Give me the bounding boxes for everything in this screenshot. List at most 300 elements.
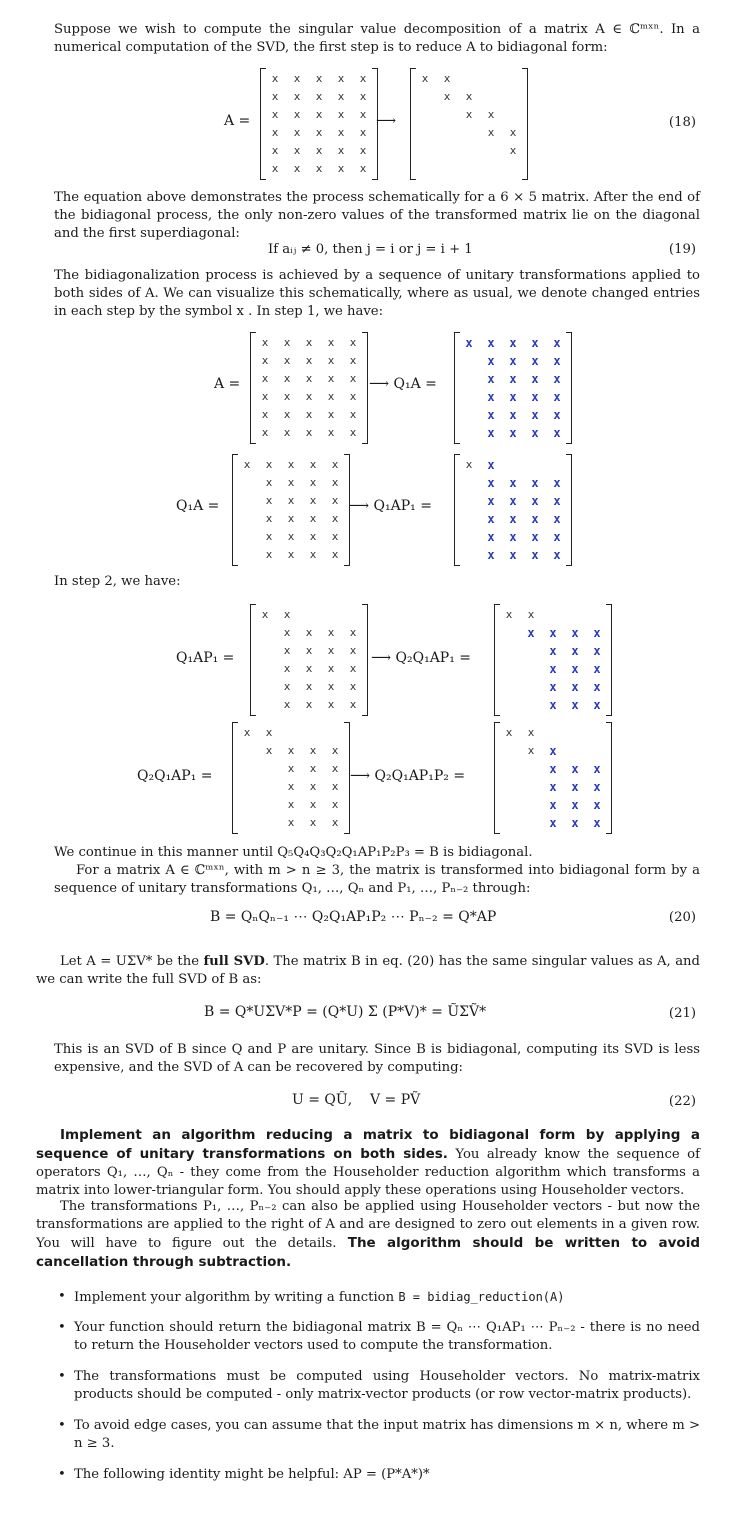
eq20-number: (20) <box>668 910 696 925</box>
matrix-entry: x <box>327 390 335 403</box>
matrix-entry: x <box>509 354 517 368</box>
matrix-entry: x <box>265 726 273 739</box>
matrix-entry: x <box>283 626 291 639</box>
matrix-entry: x <box>287 762 295 775</box>
matrix-entry: x <box>527 626 535 640</box>
matrix-entry: x <box>505 608 513 621</box>
bracket-corner <box>344 565 349 566</box>
eq21-number: (21) <box>668 1006 696 1021</box>
matrix-entry: x <box>337 72 345 85</box>
matrix-entry: x <box>531 476 539 490</box>
matrix-entry: x <box>549 762 557 776</box>
matrix-entry: x <box>531 426 539 440</box>
matrix-entry: x <box>287 816 295 829</box>
matrix-entry: x <box>331 494 339 507</box>
matrix-entry: x <box>337 144 345 157</box>
matrix-entry: x <box>331 476 339 489</box>
matrix-entry: x <box>553 476 561 490</box>
matrix-entry: x <box>509 126 517 139</box>
matrix-entry: x <box>265 530 273 543</box>
matrix-entry: x <box>349 426 357 439</box>
matrix-entry: x <box>487 390 495 404</box>
matrix-entry: x <box>509 372 517 386</box>
step1-rhs1: ⟶ Q₁A = <box>369 376 437 392</box>
matrix-entry: x <box>309 494 317 507</box>
matrix-entry: x <box>465 458 473 471</box>
full-svd-lead: Let A = UΣV* be the <box>60 954 200 969</box>
matrix-entry: x <box>309 780 317 793</box>
matrix-step2-q2q1ap1-left <box>232 722 350 834</box>
matrix-entry: x <box>509 476 517 490</box>
matrix-entry: x <box>349 372 357 385</box>
matrix-entry: x <box>287 494 295 507</box>
matrix-entry: x <box>327 426 335 439</box>
eq22-number: (22) <box>668 1094 696 1109</box>
matrix-entry: x <box>287 744 295 757</box>
matrix-entry: x <box>593 762 601 776</box>
matrix-entry: x <box>261 336 269 349</box>
bullet-icon: • <box>58 1467 66 1482</box>
matrix-entry: x <box>549 644 557 658</box>
matrix-entry: x <box>509 530 517 544</box>
matrix-entry: x <box>293 108 301 121</box>
bullet-icon: • <box>58 1418 66 1433</box>
bracket-corner <box>372 179 377 180</box>
matrix-entry: x <box>283 354 291 367</box>
bracket-corner <box>455 443 460 444</box>
step2-rhs2: ⟶ Q₂Q₁AP₁P₂ = <box>350 768 466 784</box>
matrix-entry: x <box>571 644 579 658</box>
matrix-entry: x <box>359 126 367 139</box>
requirement-text: Your function should return the bidiagonal matrix B = Qₙ ⋯ Q₁AP₁ ⋯ Pₙ₋₂ - there is no need to return the Householder vectors used to compute the transformation. <box>74 1320 700 1353</box>
matrix-entry: x <box>287 798 295 811</box>
matrix-entry: x <box>261 390 269 403</box>
matrix-entry: x <box>283 662 291 675</box>
matrix-entry: x <box>349 408 357 421</box>
matrix-entry: x <box>531 354 539 368</box>
bracket-corner <box>233 565 238 566</box>
bracket-corner <box>495 715 500 716</box>
matrix-entry: x <box>283 408 291 421</box>
matrix-entry: x <box>327 698 335 711</box>
matrix-entry: x <box>509 336 517 350</box>
requirement-item <box>58 1288 700 1307</box>
matrix-entry: x <box>531 408 539 422</box>
matrix-entry: x <box>309 744 317 757</box>
requirement-text: The transformations must be computed using Householder vectors. No matrix-matrix products should be computed - only matrix-vector products (or row vector-matrix products). <box>74 1369 700 1402</box>
continue-paragraph: We continue in this manner until Q₅Q₄Q₃Q₂Q₁AP₁P₂P₃ = B is bidiagonal. <box>54 845 533 860</box>
matrix-bidiagonal <box>410 68 528 180</box>
matrix-entry: x <box>261 608 269 621</box>
matrix-entry: x <box>287 458 295 471</box>
matrix-entry: x <box>305 336 313 349</box>
matrix-entry: x <box>593 626 601 640</box>
matrix-entry: x <box>315 90 323 103</box>
matrix-entry: x <box>593 798 601 812</box>
matrix-entry: x <box>571 762 579 776</box>
matrix-entry: x <box>487 512 495 526</box>
matrix-entry: x <box>527 744 535 757</box>
matrix-entry: x <box>271 144 279 157</box>
function-signature: B = bidiag_reduction(A) <box>398 1290 565 1304</box>
matrix-entry: x <box>265 548 273 561</box>
bracket-corner <box>495 833 500 834</box>
matrix-entry: x <box>331 530 339 543</box>
matrix-entry: x <box>531 336 539 350</box>
bullet-icon: • <box>58 1369 66 1384</box>
matrix-entry: x <box>505 726 513 739</box>
matrix-entry: x <box>331 816 339 829</box>
bracket-corner <box>251 715 256 716</box>
eq22-text: U = QŨ, V = PṼ <box>292 1092 421 1108</box>
matrix-entry: x <box>293 72 301 85</box>
matrix-entry: x <box>349 626 357 639</box>
matrix-entry: x <box>553 372 561 386</box>
matrix-entry: x <box>531 548 539 562</box>
matrix-entry: x <box>509 512 517 526</box>
matrix-full-6x5 <box>260 68 378 180</box>
matrix-entry: x <box>443 90 451 103</box>
step2-intro: In step 2, we have: <box>54 574 181 589</box>
matrix-entry: x <box>349 698 357 711</box>
matrix-entry: x <box>305 644 313 657</box>
matrix-step1-a <box>250 332 368 444</box>
step1-lhs2: Q₁A = <box>176 498 220 514</box>
matrix-entry: x <box>327 336 335 349</box>
matrix-entry: x <box>327 408 335 421</box>
matrix-entry: x <box>487 408 495 422</box>
matrix-entry: x <box>549 780 557 794</box>
matrix-entry: x <box>283 608 291 621</box>
matrix-entry: x <box>593 680 601 694</box>
matrix-entry: x <box>359 162 367 175</box>
matrix-entry: x <box>553 426 561 440</box>
matrix-entry: x <box>553 548 561 562</box>
matrix-entry: x <box>527 726 535 739</box>
eq19-text: If aᵢⱼ ≠ 0, then j = i or j = i + 1 <box>268 242 473 257</box>
matrix-entry: x <box>553 512 561 526</box>
matrix-entry: x <box>487 548 495 562</box>
matrix-entry: x <box>331 780 339 793</box>
matrix-entry: x <box>487 426 495 440</box>
matrix-entry: x <box>487 372 495 386</box>
bracket-corner <box>344 722 349 723</box>
bracket-corner <box>606 833 611 834</box>
matrix-entry: x <box>293 144 301 157</box>
matrix-entry: x <box>549 662 557 676</box>
eq18-lhs: A = <box>224 113 251 129</box>
matrix-entry: x <box>331 744 339 757</box>
bracket-corner <box>606 722 611 723</box>
task-statement: Implement an algorithm reducing a matrix to bidiagonal form by applying a sequence of unitary transformations on both sides. <box>36 1127 700 1162</box>
svd-paragraph: This is an SVD of B since Q and P are unitary. Since B is bidiagonal, computing its SVD is less expensive, and the SVD of A can be recovered by computing: <box>54 1042 700 1075</box>
matrix-entry: x <box>571 798 579 812</box>
matrix-entry: x <box>327 354 335 367</box>
bracket-corner <box>566 454 571 455</box>
matrix-entry: x <box>261 354 269 367</box>
matrix-entry: x <box>309 476 317 489</box>
matrix-entry: x <box>349 680 357 693</box>
matrix-step1-q1a <box>454 332 572 444</box>
matrix-entry: x <box>293 162 301 175</box>
matrix-entry: x <box>593 780 601 794</box>
matrix-entry: x <box>261 426 269 439</box>
matrix-entry: x <box>243 458 251 471</box>
task-detail: You already know the sequence of operators Q₁, …, Qₙ - they come from the Householder reduction algorithm which transforms a matrix into lower-triangular form. You should apply these operations using Householder vectors. <box>36 1147 700 1198</box>
matrix-entry: x <box>593 662 601 676</box>
matrix-entry: x <box>549 626 557 640</box>
matrix-entry: x <box>271 126 279 139</box>
matrix-entry: x <box>553 494 561 508</box>
matrix-entry: x <box>531 512 539 526</box>
matrix-entry: x <box>283 698 291 711</box>
bracket-corner <box>606 604 611 605</box>
matrix-entry: x <box>553 336 561 350</box>
bracket-corner <box>261 179 266 180</box>
matrix-entry: x <box>571 816 579 830</box>
requirement-item <box>58 1368 700 1404</box>
matrix-entry: x <box>509 494 517 508</box>
unitary-paragraph: The bidiagonalization process is achieved by a sequence of unitary transformations applied to both sides of A. We can visualize this schematically, where as usual, we denote changed entries in each step by the symbol x . In step 1, we have: <box>54 268 700 319</box>
matrix-entry: x <box>349 336 357 349</box>
step2-lhs2: Q₂Q₁AP₁ = <box>137 768 213 784</box>
matrix-entry: x <box>487 108 495 121</box>
requirement-item <box>58 1319 700 1355</box>
arrow-icon: ⟶ <box>376 113 397 129</box>
matrix-entry: x <box>337 126 345 139</box>
matrix-entry: x <box>331 458 339 471</box>
matrix-entry: x <box>465 90 473 103</box>
matrix-entry: x <box>309 548 317 561</box>
matrix-entry: x <box>465 108 473 121</box>
bracket-corner <box>233 833 238 834</box>
matrix-entry: x <box>359 108 367 121</box>
requirement-item <box>58 1417 700 1453</box>
matrix-entry: x <box>315 126 323 139</box>
matrix-entry: x <box>531 390 539 404</box>
matrix-entry: x <box>593 644 601 658</box>
matrix-entry: x <box>359 72 367 85</box>
matrix-entry: x <box>315 108 323 121</box>
matrix-entry: x <box>283 372 291 385</box>
matrix-entry: x <box>509 426 517 440</box>
matrix-entry: x <box>549 744 557 758</box>
matrix-entry: x <box>305 698 313 711</box>
matrix-entry: x <box>309 530 317 543</box>
cancellation-note: The algorithm should be written to avoid cancellation through subtraction. <box>36 1235 700 1270</box>
matrix-entry: x <box>337 108 345 121</box>
matrix-entry: x <box>305 662 313 675</box>
matrix-entry: x <box>553 354 561 368</box>
matrix-entry: x <box>305 408 313 421</box>
matrix-entry: x <box>287 512 295 525</box>
step1-lhs1: A = <box>214 376 241 392</box>
matrix-entry: x <box>327 662 335 675</box>
bracket-corner <box>606 715 611 716</box>
bullet-icon: • <box>58 1320 66 1335</box>
eq21-text: B = Q*UΣV*P = (Q*U) Σ (P*V)* = ŨΣṼ* <box>204 1004 487 1020</box>
matrix-entry: x <box>487 476 495 490</box>
intro-paragraph: Suppose we wish to compute the singular value decomposition of a matrix A ∈ ℂᵐˣⁿ. In a numerical computation of the SVD, the first step is to reduce A to bidiagonal form: <box>54 22 700 55</box>
matrix-entry: x <box>305 372 313 385</box>
matrix-entry: x <box>271 108 279 121</box>
full-svd-paragraph <box>36 953 700 989</box>
matrix-step1-q1a-left <box>232 454 350 566</box>
matrix-step2-q2q1ap1p2 <box>494 722 612 834</box>
transform-detail: The transformations P₁, …, Pₙ₋₂ can also be applied using Householder vectors - but now the transformations are applied to the right of A and are designed to zero out elements in a given row. You will have to figure out the details. <box>36 1199 700 1251</box>
matrix-entry: x <box>327 626 335 639</box>
matrix-step2-q1ap1 <box>250 604 368 716</box>
matrix-entry: x <box>283 426 291 439</box>
bracket-corner <box>344 833 349 834</box>
matrix-entry: x <box>331 798 339 811</box>
requirement-text: Implement your algorithm by writing a function <box>74 1290 399 1305</box>
bracket-corner <box>455 565 460 566</box>
matrix-entry: x <box>509 390 517 404</box>
sequence-paragraph: For a matrix A ∈ ℂᵐˣⁿ, with m > n ≥ 3, the matrix is transformed into bidiagonal form by a sequence of unitary transformations Q₁, …, Qₙ and P₁, …, Pₙ₋₂ through: <box>54 863 700 896</box>
matrix-entry: x <box>327 372 335 385</box>
eq18-number: (18) <box>668 115 696 130</box>
matrix-entry: x <box>265 512 273 525</box>
matrix-entry: x <box>287 476 295 489</box>
matrix-entry: x <box>571 780 579 794</box>
matrix-entry: x <box>349 662 357 675</box>
matrix-entry: x <box>287 530 295 543</box>
matrix-entry: x <box>549 798 557 812</box>
matrix-entry: x <box>531 372 539 386</box>
matrix-entry: x <box>315 144 323 157</box>
matrix-entry: x <box>293 90 301 103</box>
matrix-entry: x <box>487 354 495 368</box>
matrix-entry: x <box>243 726 251 739</box>
task-paragraph <box>36 1126 700 1200</box>
matrix-entry: x <box>287 780 295 793</box>
matrix-entry: x <box>283 336 291 349</box>
matrix-entry: x <box>271 90 279 103</box>
matrix-entry: x <box>309 458 317 471</box>
matrix-entry: x <box>305 680 313 693</box>
matrix-entry: x <box>593 816 601 830</box>
matrix-entry: x <box>509 144 517 157</box>
bracket-corner <box>522 179 527 180</box>
full-svd-term: full SVD <box>203 954 265 969</box>
matrix-entry: x <box>327 644 335 657</box>
matrix-entry: x <box>305 626 313 639</box>
matrix-entry: x <box>593 698 601 712</box>
matrix-entry: x <box>487 336 495 350</box>
matrix-entry: x <box>261 372 269 385</box>
matrix-entry: x <box>487 126 495 139</box>
matrix-entry: x <box>309 816 317 829</box>
matrix-entry: x <box>265 476 273 489</box>
matrix-entry: x <box>261 408 269 421</box>
matrix-entry: x <box>309 762 317 775</box>
matrix-entry: x <box>349 644 357 657</box>
matrix-entry: x <box>553 408 561 422</box>
matrix-entry: x <box>331 548 339 561</box>
matrix-entry: x <box>553 530 561 544</box>
matrix-entry: x <box>487 458 495 472</box>
bracket-corner <box>251 443 256 444</box>
matrix-entry: x <box>549 698 557 712</box>
matrix-entry: x <box>549 680 557 694</box>
matrix-entry: x <box>487 530 495 544</box>
bracket-corner <box>522 68 527 69</box>
step1-rhs2: ⟶ Q₁AP₁ = <box>349 498 432 514</box>
eq20-text: B = QₙQₙ₋₁ ⋯ Q₂Q₁AP₁P₂ ⋯ Pₙ₋₂ = Q*AP <box>210 909 497 925</box>
step2-lhs1: Q₁AP₁ = <box>176 650 235 666</box>
matrix-entry: x <box>283 390 291 403</box>
matrix-entry: x <box>271 162 279 175</box>
matrix-entry: x <box>337 162 345 175</box>
matrix-entry: x <box>283 644 291 657</box>
matrix-entry: x <box>293 126 301 139</box>
matrix-entry: x <box>337 90 345 103</box>
matrix-entry: x <box>283 680 291 693</box>
eq19-number: (19) <box>668 242 696 257</box>
matrix-entry: x <box>359 90 367 103</box>
matrix-entry: x <box>553 390 561 404</box>
matrix-entry: x <box>287 548 295 561</box>
matrix-entry: x <box>331 762 339 775</box>
matrix-entry: x <box>305 390 313 403</box>
requirement-text: The following identity might be helpful: AP = (P*A*)* <box>74 1467 430 1482</box>
matrix-step2-q2q1ap1 <box>494 604 612 716</box>
matrix-entry: x <box>309 798 317 811</box>
matrix-entry: x <box>443 72 451 85</box>
matrix-entry: x <box>571 662 579 676</box>
matrix-entry: x <box>327 680 335 693</box>
bracket-corner <box>362 715 367 716</box>
matrix-step1-q1ap1 <box>454 454 572 566</box>
bracket-corner <box>411 179 416 180</box>
matrix-entry: x <box>315 72 323 85</box>
matrix-entry: x <box>527 608 535 621</box>
requirement-item <box>58 1466 700 1484</box>
matrix-entry: x <box>531 494 539 508</box>
matrix-entry: x <box>331 512 339 525</box>
matrix-entry: x <box>549 816 557 830</box>
matrix-entry: x <box>349 354 357 367</box>
matrix-entry: x <box>349 390 357 403</box>
requirement-text: To avoid edge cases, you can assume that the input matrix has dimensions m × n, where m > n ≥ 3. <box>74 1418 700 1451</box>
matrix-entry: x <box>421 72 429 85</box>
step2-rhs1: ⟶ Q₂Q₁AP₁ = <box>371 650 472 666</box>
matrix-entry: x <box>571 680 579 694</box>
transform-paragraph <box>36 1198 700 1272</box>
matrix-entry: x <box>571 626 579 640</box>
bracket-corner <box>566 565 571 566</box>
matrix-entry: x <box>265 744 273 757</box>
full-svd-tail: . The matrix B in eq. (20) has the same singular values as A, and we can write the full SVD of B as: <box>36 954 700 987</box>
bracket-corner <box>362 604 367 605</box>
matrix-entry: x <box>487 494 495 508</box>
matrix-entry: x <box>315 162 323 175</box>
matrix-entry: x <box>305 354 313 367</box>
matrix-entry: x <box>465 336 473 350</box>
matrix-entry: x <box>305 426 313 439</box>
matrix-entry: x <box>571 698 579 712</box>
bracket-corner <box>362 443 367 444</box>
matrix-entry: x <box>531 530 539 544</box>
bullet-icon: • <box>58 1289 66 1304</box>
matrix-entry: x <box>265 494 273 507</box>
matrix-entry: x <box>271 72 279 85</box>
bracket-corner <box>566 443 571 444</box>
matrix-entry: x <box>509 548 517 562</box>
matrix-entry: x <box>265 458 273 471</box>
matrix-entry: x <box>509 408 517 422</box>
